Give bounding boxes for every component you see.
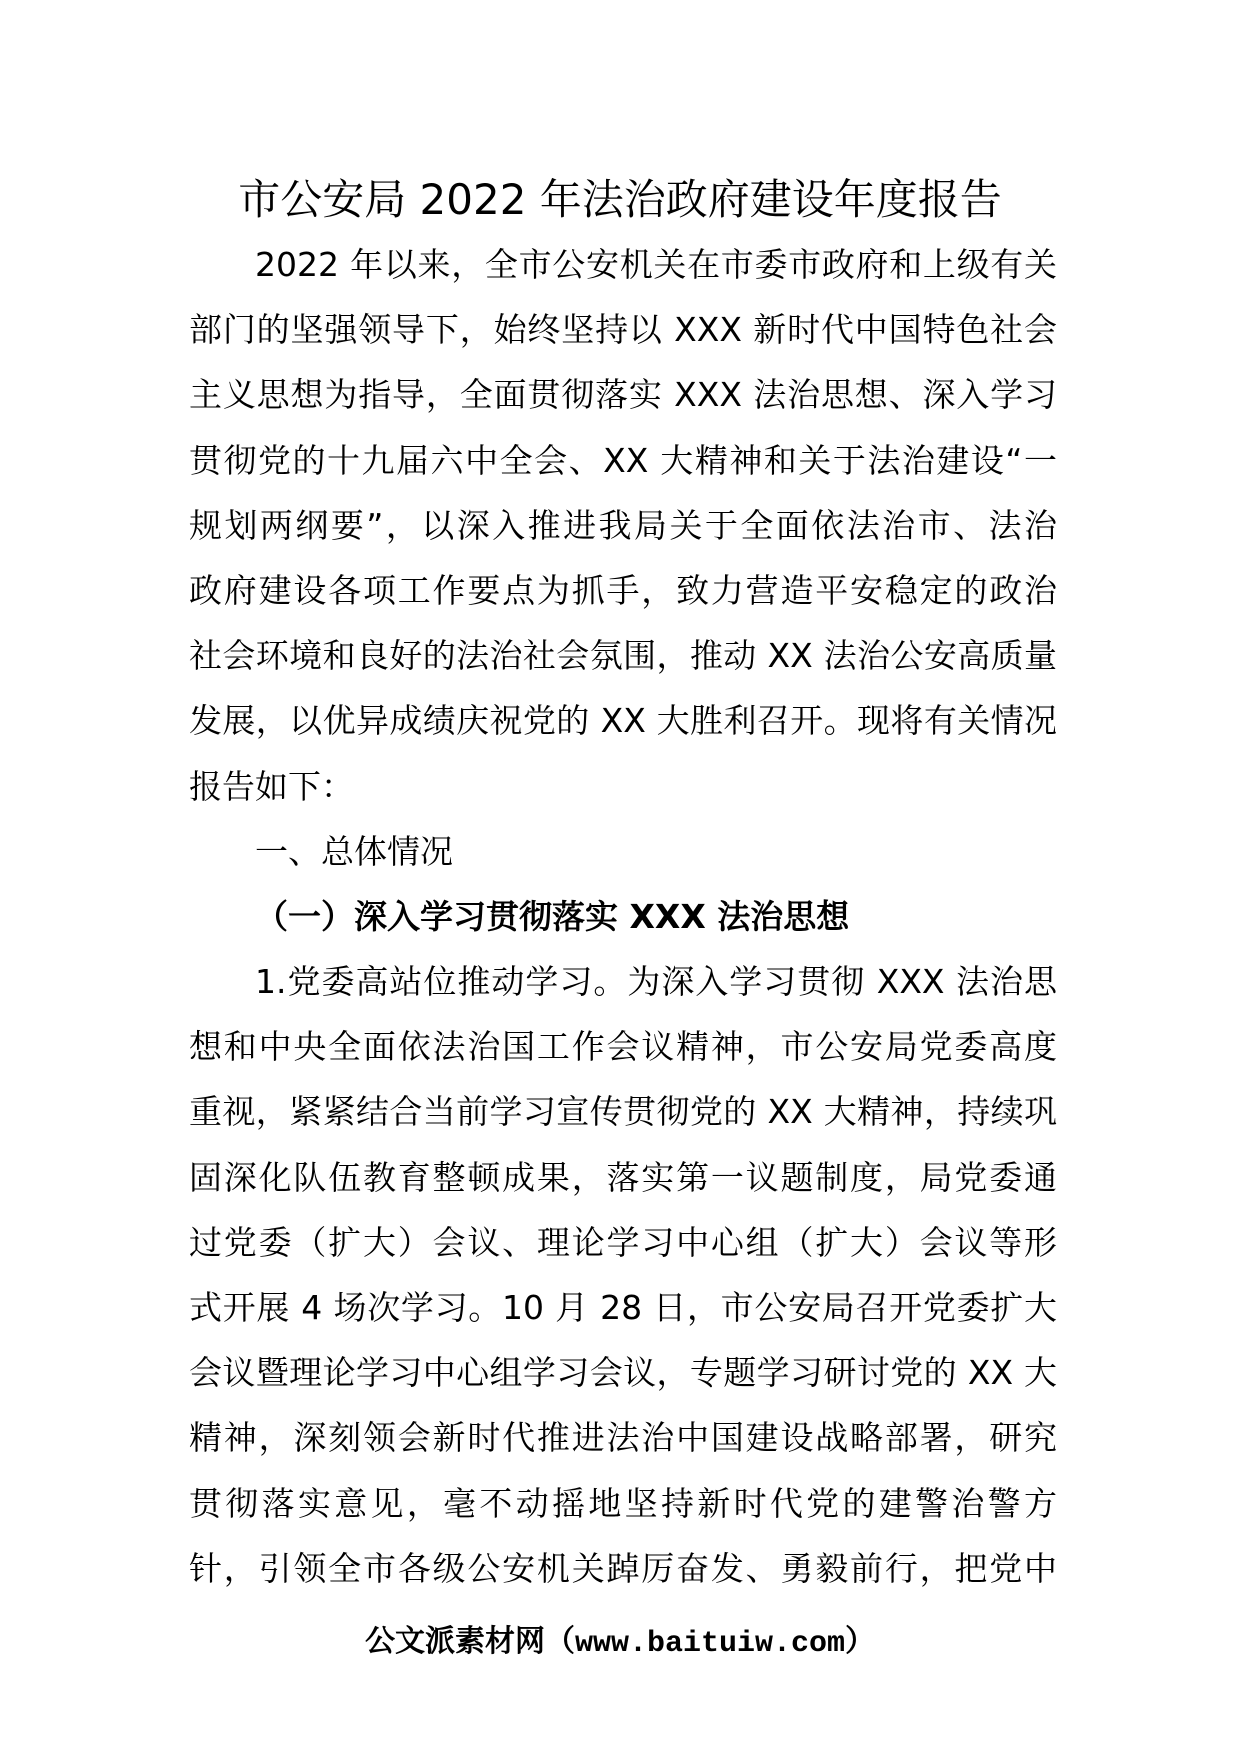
paragraph-line: 针，引领全市各级公安机关踔厉奋发、勇毅前行，把党中 — [189, 1548, 1057, 1588]
paragraph-line: 1.党委高站位推动学习。为深入学习贯彻 XXX 法治思 — [255, 962, 1057, 1002]
paragraph-line: 精神，深刻领会新时代推进法治中国建设战略部署，研究 — [189, 1418, 1057, 1458]
paragraph-line: 贯彻党的十九届六中全会、XX 大精神和关于法治建设“一 — [189, 440, 1057, 480]
paragraph-line: 规划两纲要”，以深入推进我局关于全面依法治市、法治 — [189, 505, 1057, 545]
paragraph-line: 主义思想为指导，全面贯彻落实 XXX 法治思想、深入学习 — [189, 375, 1057, 415]
paragraph-line: 政府建设各项工作要点为抓手，致力营造平安稳定的政治 — [189, 570, 1057, 610]
document-body — [189, 232, 1057, 1601]
paragraph-line: 发展，以优异成绩庆祝党的 XX 大胜利召开。现将有关情况 — [189, 701, 1057, 741]
section-heading: 一、总体情况 — [255, 831, 453, 871]
paragraph-line: 2022 年以来，全市公安机关在市委市政府和上级有关 — [255, 245, 1057, 284]
paragraph-line: 式开展 4 场次学习。10 月 28 日，市公安局召开党委扩大 — [189, 1288, 1057, 1327]
paragraph-line: 报告如下： — [189, 766, 354, 806]
paragraph-line: 部门的坚强领导下，始终坚持以 XXX 新时代中国特色社会 — [189, 310, 1057, 350]
document-title: 市公安局 2022 年法治政府建设年度报告 — [238, 175, 1002, 224]
item-paragraph — [189, 949, 1057, 1601]
paragraph-line: 过党委（扩大）会议、理论学习中心组（扩大）会议等形 — [189, 1222, 1057, 1262]
paragraph-line: 重视，紧紧结合当前学习宣传贯彻党的 XX 大精神，持续巩 — [189, 1092, 1057, 1132]
paragraph-line: 固深化队伍教育整顿成果，落实第一议题制度，局党委通 — [189, 1157, 1057, 1197]
subsection-heading: （一）深入学习贯彻落实 XXX 法治思想 — [255, 896, 850, 936]
intro-paragraph — [189, 232, 1057, 819]
paragraph-line: 想和中央全面依法治国工作会议精神，市公安局党委高度 — [189, 1027, 1057, 1067]
paragraph-line: 会议暨理论学习中心组学习会议，专题学习研讨党的 XX 大 — [189, 1353, 1057, 1393]
footer-watermark: 公文派素材网（www.baituiw.com） — [364, 1627, 876, 1661]
paragraph-line: 社会环境和良好的法治社会氛围，推动 XX 法治公安高质量 — [189, 636, 1057, 676]
paragraph-line: 贯彻落实意见，毫不动摇地坚持新时代党的建警治警方 — [189, 1483, 1057, 1523]
